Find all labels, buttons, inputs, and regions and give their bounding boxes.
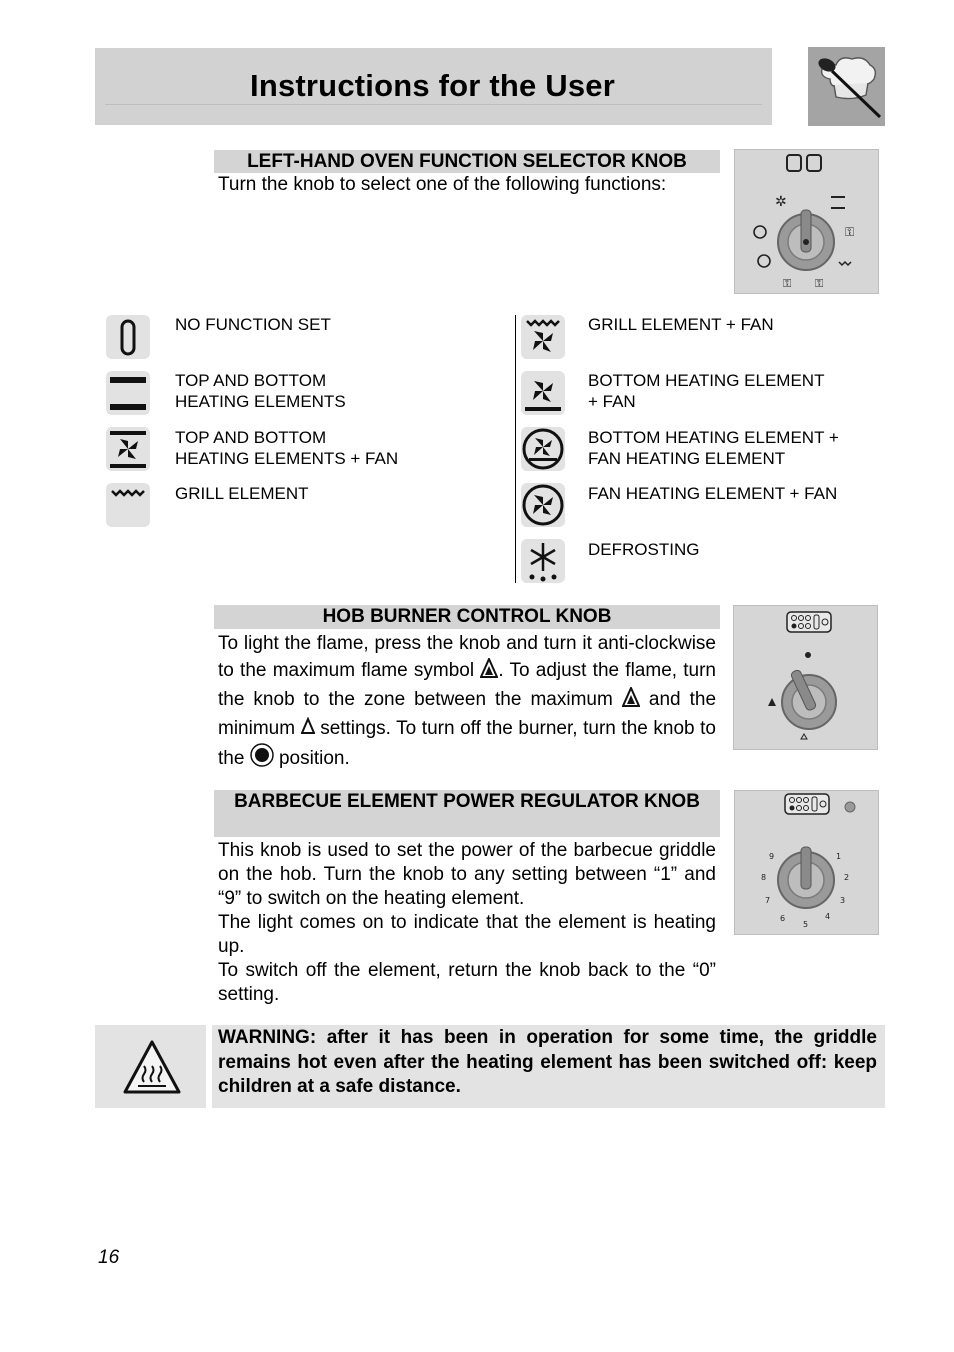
min-flame-icon — [301, 716, 315, 743]
hob-text-4: settings. To turn off the burner, turn the knob to the — [218, 718, 716, 769]
dial-number: 3 — [840, 896, 846, 905]
no-function-icon — [106, 315, 150, 359]
dial-number: 6 — [780, 914, 786, 923]
chef-hat-spoon-icon — [808, 47, 885, 126]
svg-text:⚿: ⚿ — [783, 277, 792, 290]
dial-number: 9 — [769, 852, 775, 861]
bottom-fan-heating-icon — [521, 427, 565, 471]
page-header — [95, 48, 772, 125]
grill-icon — [106, 483, 150, 527]
bbq-section-heading: BARBECUE ELEMENT POWER REGULATOR KNOB — [214, 790, 720, 837]
function-label: BOTTOM HEATING ELEMENT + FAN — [588, 371, 825, 411]
function-label: TOP AND BOTTOM HEATING ELEMENTS — [175, 371, 346, 411]
function-label: NO FUNCTION SET — [175, 315, 331, 334]
top-bottom-fan-icon — [106, 427, 150, 471]
selector-intro: Turn the knob to select one of the following functions: — [218, 174, 667, 195]
hot-surface-warning-icon — [121, 1038, 183, 1101]
warning-box — [212, 1025, 885, 1108]
dial-number: 1 — [836, 852, 842, 861]
function-label: GRILL ELEMENT — [175, 484, 309, 503]
svg-text:⚿: ⚿ — [845, 225, 855, 239]
bbq-paragraph-2: The light comes on to indicate that the element is heating up. — [218, 912, 716, 957]
function-label: BOTTOM HEATING ELEMENT + FAN HEATING ELEMENT — [588, 428, 839, 468]
page-title: Instructions for the User — [250, 68, 615, 103]
dial-number: 7 — [765, 896, 771, 905]
dial-number: 2 — [844, 873, 850, 882]
selector-section-heading: LEFT-HAND OVEN FUNCTION SELECTOR KNOB — [214, 150, 720, 173]
dial-number: 5 — [803, 920, 809, 929]
hob-text-3: and the minimum — [218, 689, 717, 739]
bbq-regulator-knob-image — [734, 790, 879, 935]
function-label: DEFROSTING — [588, 540, 700, 559]
bottom-fan-icon — [521, 371, 565, 415]
function-label: GRILL ELEMENT + FAN — [588, 315, 774, 334]
hob-burner-knob-image — [733, 605, 878, 750]
page-number: 16 — [98, 1247, 120, 1268]
defrost-icon — [521, 539, 565, 583]
svg-text:⚿: ⚿ — [815, 277, 824, 290]
hob-instructions — [218, 630, 716, 775]
warning-text: WARNING: after it has been in operation for some time, the griddle remains hot even after the heating element has been switched off: keep children at a safe distance. — [218, 1027, 877, 1097]
off-position-icon — [250, 743, 274, 775]
hob-text-5: position. — [278, 748, 350, 769]
oven-selector-knob-image — [734, 149, 879, 294]
max-flame-icon — [622, 687, 640, 715]
hob-text-2: . To adjust the flame, turn the knob to the zone between the maximum — [218, 660, 716, 710]
dial-number: 8 — [761, 873, 767, 882]
dial-number: 4 — [825, 912, 831, 921]
max-flame-icon — [480, 658, 498, 686]
bbq-paragraph-3: To switch off the element, return the knob back to the “0” setting. — [218, 960, 716, 1005]
top-bottom-heating-icon — [106, 371, 150, 415]
fan-heating-icon — [521, 483, 565, 527]
grill-fan-icon — [521, 315, 565, 359]
function-label: TOP AND BOTTOM HEATING ELEMENTS + FAN — [175, 428, 399, 468]
functions-divider — [515, 315, 516, 583]
bbq-paragraph-1: This knob is used to set the power of the barbecue griddle on the hob. Turn the knob to any setting between “1” and “9” to switch on the heating element. — [218, 840, 716, 909]
bbq-instructions — [218, 839, 716, 1007]
svg-text:✲: ✲ — [775, 194, 787, 210]
warning-icon-box — [95, 1025, 206, 1108]
hob-text-1: To light the flame, press the knob and turn it anti-clockwise to the maximum flame symbol — [218, 633, 716, 681]
function-label: FAN HEATING ELEMENT + FAN — [588, 484, 838, 503]
hob-section-heading: HOB BURNER CONTROL KNOB — [214, 605, 720, 629]
